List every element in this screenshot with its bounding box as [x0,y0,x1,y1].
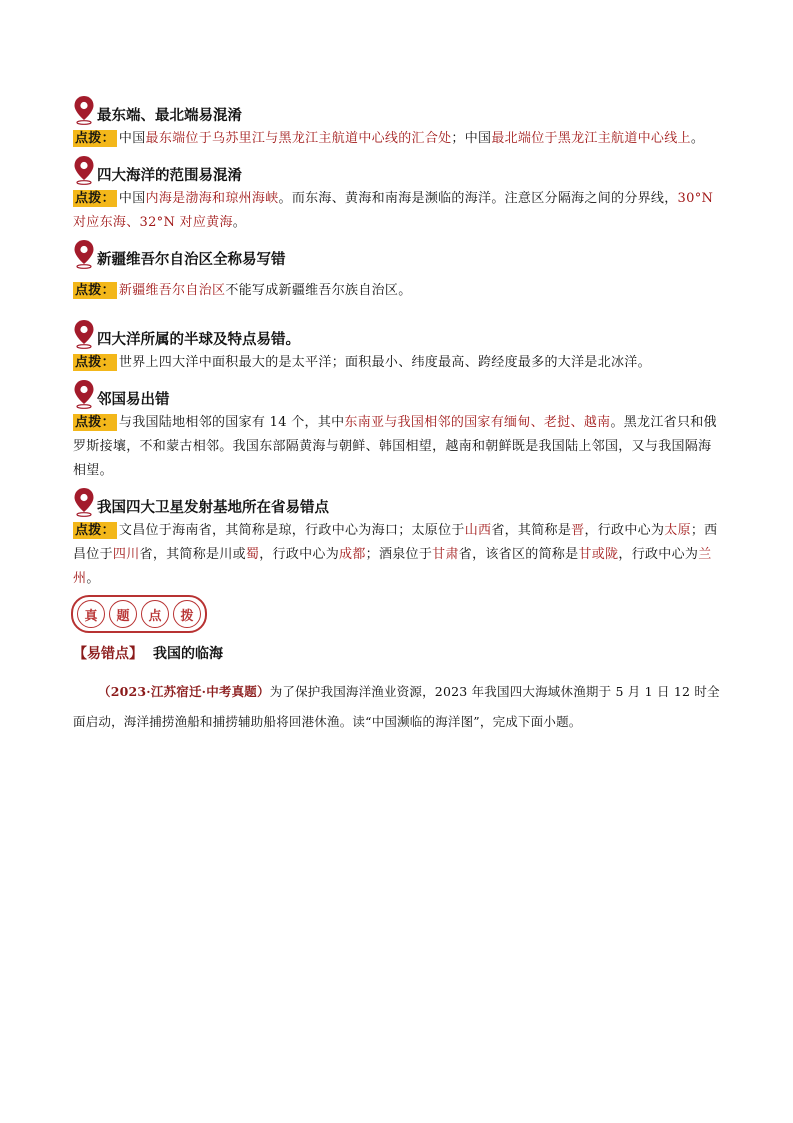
highlight-text: 新疆维吾尔自治区 [118,283,226,298]
tip-heading-text: 邻国易出错 [97,392,170,408]
note-text: 中国 [118,191,146,206]
map-pin-icon [73,95,95,125]
tip-note [73,127,723,151]
highlight-text: 最北端位于黑龙江主航道中心线上 [491,131,691,146]
note-text: ，行政中心为 [259,547,340,562]
note-text: 。 [232,215,247,230]
note-text: ，行政中心为 [618,547,699,562]
note-text: ；西昌位于 [73,523,718,562]
tip-heading-text: 四大海洋的范围易混淆 [97,168,242,184]
document-page [73,95,723,737]
real-question-badges [71,595,723,633]
map-pin-icon [73,155,95,185]
tip-section [73,319,723,375]
question-text: 为了保护我国海洋渔业资源，2023 年我国四大海域休渔期于 5 月 1 日 12 时全面启动，海洋捕捞渔船和捕捞辅助船将回港休渔。读“中国濒临的海洋图”，完成下面小题。 [73,684,720,729]
tip-heading [73,95,723,125]
hint-tag: 点拨： [75,415,115,430]
note-text: 。 [690,131,705,146]
badge-char: 点 [141,600,169,628]
highlight-text: 内海是渤海和琼州海峡 [145,191,279,206]
highlight-text: 蜀 [245,547,260,562]
tip-note [73,187,723,235]
tip-note [73,351,723,375]
note-text: 。黑龙江省只和俄罗斯接壤，不和蒙古相邻。我国东部隔黄海与朝鲜、韩国相望，越南和朝鲜既是我国陆上邻国，又与我国隔海相望。 [73,415,717,478]
tip-heading [73,239,723,269]
tip-note [73,411,723,483]
tip-heading [73,487,723,517]
map-pin-icon [73,379,95,409]
map-pin-icon [73,319,95,349]
hint-tag: 点拨： [75,191,115,206]
hint-tag: 点拨： [75,131,115,146]
tip-section [73,95,723,151]
highlight-text: 晋 [571,523,585,538]
note-text: 中国 [118,131,146,146]
note-text: 世界上四大洋中面积最大的是太平洋；面积最小、纬度最高、跨经度最多的大洋是北冰洋。 [118,355,651,370]
error-point-label: 【易错点】 [73,646,143,662]
highlight-text: 甘或陇 [578,547,619,562]
tips-list [73,95,723,591]
note-text: 。 [86,571,100,586]
tip-section [73,239,723,303]
tip-heading-text: 新疆维吾尔自治区全称易写错 [97,252,286,268]
badge-char: 真 [77,600,105,628]
highlight-text: 30°N 对应东海、32°N 对应黄海 [73,191,714,230]
tip-heading-text: 最东端、最北端易混淆 [97,108,242,124]
badge-char: 拨 [173,600,201,628]
tip-section [73,379,723,483]
badge-char: 题 [109,600,137,628]
note-text: 文昌位于海南省，其简称是琼，行政中心为海口；太原位于 [118,523,465,538]
map-pin-icon [73,239,95,269]
tip-heading [73,319,723,349]
hint-tag: 点拨： [75,523,115,538]
note-text: 不能写成新疆维吾尔族自治区。 [225,283,412,298]
highlight-text: 山西 [464,523,492,538]
highlight-text: 四川 [112,547,140,562]
highlight-text: 最东端位于乌苏里江与黑龙江主航道中心线的汇合处 [145,131,452,146]
hint-tag: 点拨： [75,283,115,298]
question-paragraph [73,677,723,737]
tip-note [73,519,723,591]
highlight-text: 甘肃 [432,547,459,562]
tip-section [73,487,723,591]
hint-tag: 点拨： [75,355,115,370]
tip-heading [73,379,723,409]
highlight-text: 兰州 [73,547,712,586]
tip-section [73,155,723,235]
tip-note [73,279,723,303]
note-text: 省，其简称是川或 [139,547,246,562]
tip-heading-text: 四大洋所属的半球及特点易错。 [97,332,300,348]
tip-heading [73,155,723,185]
note-text: ，行政中心为 [584,523,665,538]
note-text: ；中国 [451,131,492,146]
note-text: 。而东海、黄海和南海是濒临的海洋。注意区分隔海之间的分界线， [278,191,678,206]
question-source: （2023·江苏宿迁·中考真题） [98,684,270,699]
highlight-text: 成都 [339,547,366,562]
badge-group [71,595,207,633]
note-text: ；酒泉位于 [365,547,433,562]
error-point-title [73,643,723,663]
highlight-text: 太原 [664,523,691,538]
note-text: 省，其简称是 [491,523,572,538]
map-pin-icon [73,487,95,517]
highlight-text: 东南亚与我国相邻的国家有缅甸、老挝、越南 [344,415,611,430]
note-text: 与我国陆地相邻的国家有 14 个，其中 [118,415,345,430]
tip-heading-text: 我国四大卫星发射基地所在省易错点 [97,500,329,516]
error-point-topic: 我国的临海 [153,646,223,662]
note-text: 省，该省区的简称是 [458,547,579,562]
